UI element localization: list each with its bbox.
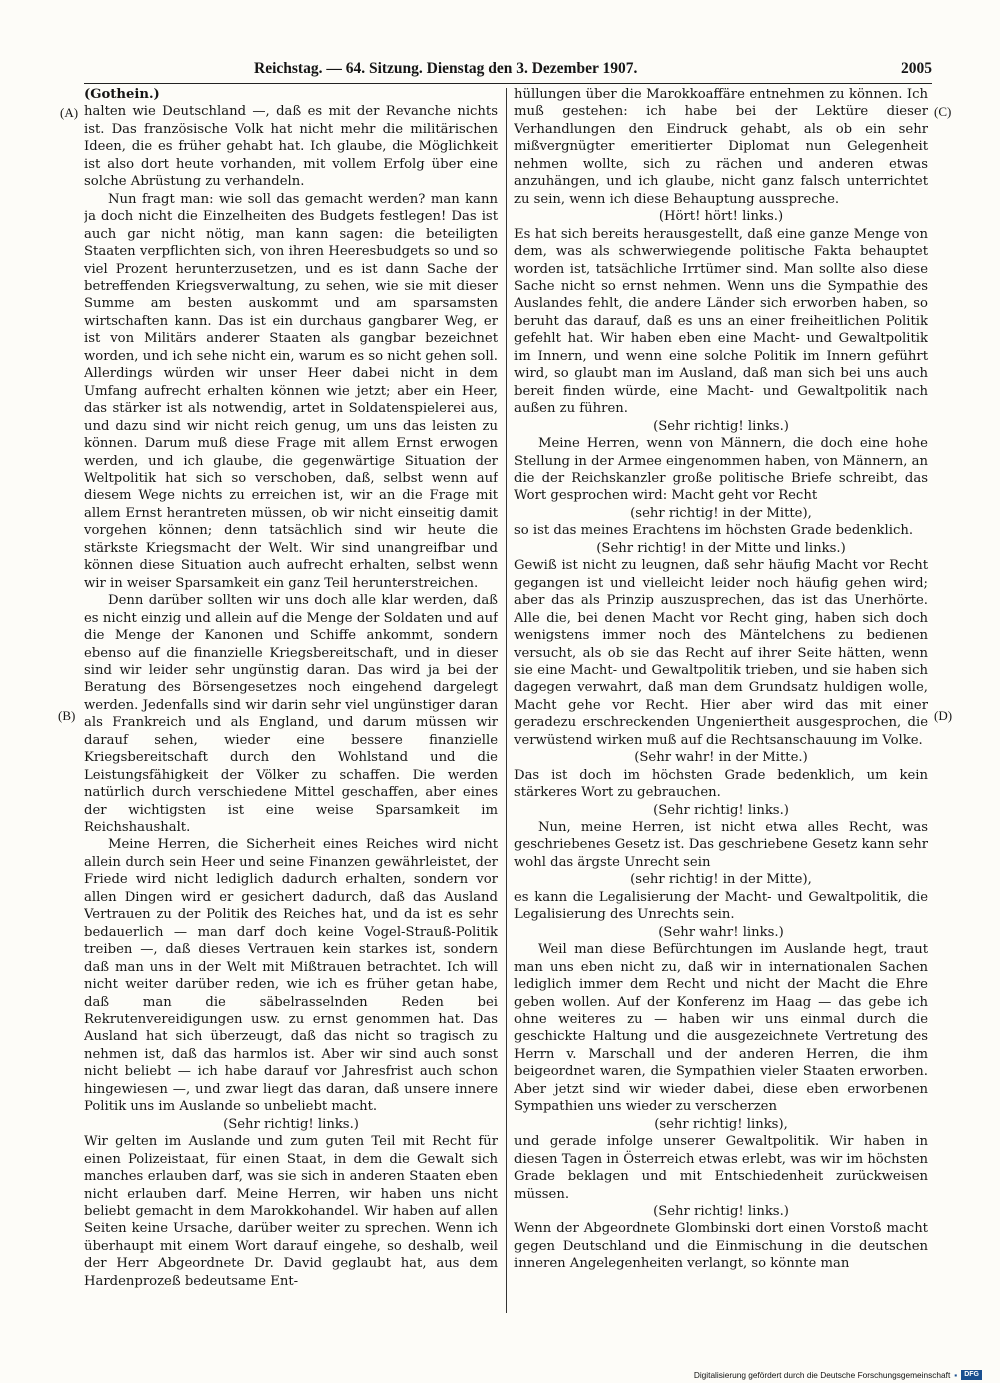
interjection: (Sehr richtig! links.) [653,418,789,434]
footer-text: Digitalisierung gefördert durch die Deutsche Forschungsgemeinschaft [693,1370,951,1380]
interjection: (Sehr richtig! links.) [653,802,789,818]
left-column [84,86,498,1290]
interjection: (Sehr wahr! in der Mitte.) [634,750,808,766]
interjection: (sehr richtig! in der Mitte), [630,505,812,521]
paragraph: halten wie Deutschland —, daß es mit der Revanche nichts ist. Das französische Volk hat nicht mehr die militärischen Ideen, die es früher gehabt hat. Ich glaube, die Möglichkeit ist also dort heute vorhanden, mit vollem Erfolg über eine solche Abrüstung zu verhandeln. [84,104,498,190]
page-number: 2005 [901,60,932,77]
paragraph: Denn darüber sollten wir uns doch alle klar werden, daß es nicht einzig und allein auf die Menge der Soldaten und auf die Menge der Kanonen und Schiffe ankommt, sondern ebenso auf die finanzielle Kriegsbereitschaft, und in dieser sind wir leider sehr ungünstig daran. Das wird ja bei der Beratung des Börsengesetzes noch eingehend dargelegt werden. Jedenfalls sind wir darin sehr viel ungünstiger daran als Frankreich und als England, und darum müssen wir darauf sehen, wieder eine bessere finanzielle Kriegsbereitschaft durch den Wohlstand und die Leistungsfähigkeit der Völker zu schaffen. Die werden natürlich durch verschiedene Mittel geschaffen, aber eines der wichtigsten ist eine weise Sparsamkeit im Reichshaushalt. [84,593,498,836]
right-column [514,86,928,1273]
column-divider [506,88,507,1313]
running-title: Reichstag. — 64. Sitzung. Dienstag den 3. Dezember 1907. [254,60,638,77]
paragraph: Nun, meine Herren, ist nicht etwa alles Recht, was geschriebenes Gesetz ist. Das geschriebene Gesetz kann sehr wohl das ärgste Unrecht sein [514,820,928,870]
paragraph: Wenn der Abgeordnete Glombinski dort einen Vorstoß macht gegen Deutschland und die Einmischung in die deutschen inneren Angelegenheiten verlangt, so könnte man [514,1221,928,1272]
margin-marker-d: (D) [934,708,953,723]
paragraph: Wir gelten im Auslande und zum guten Teil mit Recht für einen Polizeistaat, für einen Staat, in dem die Gewalt sich manches erlauben darf, was sie sich in anderen Staaten eben nicht erlauben darf. Meine Herren, wir haben uns nicht beliebt gemacht in dem Marokkohandel. Wir haben auf allen Seiten keine Ursache, darüber weiter zu sprechen. Wenn ich überhaupt mit einem Wort darauf eingehe, so deshalb, weil der Herr Abgeordnete Dr. David geglaubt hat, aus dem Hardenprozeß bedeutsame Ent- [84,1134,498,1289]
interjection: (Sehr richtig! in der Mitte und links.) [596,540,846,556]
paragraph: Es hat sich bereits herausgestellt, daß eine ganze Menge von dem, was als schwerwiegende politische Fakta behauptet worden ist, tatsächliche Irrtümer sind. Man sollte also diese Sache nicht so ernst nehmen. Wenn uns die Sympathie des Auslandes fehlt, die andere Länder sich erworben haben, so beruht das darauf, daß es uns an einer freiheitlichen Politik gefehlt hat. Wir haben eben eine Macht- und Gewaltpolitik im Innern, und wenn eine solche Politik im Innern geführt wird, so glaubt man im Ausland, daß man sich bei uns auch bereit finden würde, eine Macht- und Gewaltpolitik nach außen zu führen. [514,226,928,417]
paragraph: Weil man diese Befürchtungen im Auslande hegt, traut man uns eben nicht zu, daß wir in internationalen Sachen lediglich immer dem Recht und nicht der Macht die Ehre geben wollen. Auf der Konferenz im Haag — das gebe ich ohne weiteres zu — haben wir uns einmal durch die geschickte Haltung und die ausgezeichnete Vertretung des Herrn v. Marschall und der anderen Herren, die ihm beigeordnet waren, die Sympathien vieler Staaten erworben. Aber jetzt sind wir wieder dabei, diese eben erworbenen Sympathien uns wieder zu verscherzen [514,942,928,1115]
interjection: (Hört! hört! links.) [658,209,784,225]
header-rule [84,83,932,84]
bullet-icon: ▪ [954,1370,958,1380]
margin-marker-b: (B) [58,708,76,723]
speaker-name: (Gothein.) [84,87,160,102]
paragraph: Meine Herren, die Sicherheit eines Reiches wird nicht allein durch sein Heer und seine Finanzen gewährleistet, der Friede wird nicht lediglich dadurch erhalten, sondern vor allen Dingen wird er gesichert dadurch, daß das Ausland Vertrauen zu der Politik des Reiches hat, und da ist es sehr bedauerlich — man darf doch keine Vogel-Strauß-Politik treiben —, daß dieses Vertrauen kein starkes ist, sondern daß man uns in der Welt mit Mißtrauen betrachtet. Ich will nicht weiter darüber reden, wie ich es früher getan habe, daß man die säbelrasselnden Reden bei Rekrutenvereidigungen usw. zu ernst genommen hat. Das Ausland hat sich überzeugt, daß das nicht so tragisch zu nehmen ist, daß das harmlos ist. Aber wir sind auch sonst nicht beliebt — ich habe darauf vor Jahresfrist auch schon hingewiesen —, und zwar liegt das daran, daß unsere innere Politik uns im Auslande so unbeliebt macht. [84,837,498,1115]
margin-marker-c: (C) [934,104,952,119]
interjection: (Sehr wahr! links.) [658,924,784,940]
funding-footer [694,1369,982,1381]
paragraph: es kann die Legalisierung der Macht- und Gewaltpolitik, die Legalisierung des Unrechts sein. [514,889,928,923]
paragraph: hüllungen über die Marokkoaffäre entnehmen zu können. Ich muß gestehen: ich habe bei der Lektüre dieser Verhandlungen den Eindruck gehabt, als ob ein sehr mißvergnügter emeritierter Diplomat nun Gelegenheit nehmen wollte, sich zu rächen und anderen etwas anzuhängen, und ich glaube, nicht ganz falsch unterrichtet zu sein, wenn ich diese Behauptung ausspreche. [514,87,928,207]
running-header [84,60,932,82]
dfg-logo: DFG [961,1370,982,1380]
paragraph: Gewiß ist nicht zu leugnen, daß sehr häufig Macht vor Recht gegangen ist und vielleicht leider noch häufig gehen wird; aber das als Prinzip auszusprechen, das ist das Unerhörte. Alle die, bei denen Macht vor Recht ging, haben sich doch wenigstens immer noch des Mäntelchens zu bedienen versucht, als ob sie das Recht auf ihrer Seite hätten, wenn sie eine Macht- und Gewaltpolitik trieben, und sie haben sich dagegen verwahrt, daß man dem Grundsatz huldigen wolle, Macht gehe vor Recht. Hier aber wird das mit einer geradezu erschreckenden Ungeniertheit ausgesprochen, die verwüstend wirken muß auf die Rechtsanschauung im Volke. [514,558,928,748]
margin-marker-a: (A) [60,105,79,120]
interjection: (sehr richtig! links), [654,1116,788,1132]
interjection: (Sehr richtig! links.) [653,1204,789,1219]
paragraph: und gerade infolge unserer Gewaltpolitik. Wir haben in diesen Tagen in Österreich etwas erlebt, was wir im höchsten Grade beklagen und mit Entschiedenheit zurückweisen müssen. [514,1134,928,1202]
paragraph: Nun fragt man: wie soll das gemacht werden? man kann ja doch nicht die Einzelheiten des Budgets festlegen! Das ist auch gar nicht nötig, man kann sagen: die beteiligten Staaten verpflichten sich, von ihren Heeresbudgets so und so viel Prozent herunterzusetzen, und es ist dann Sache der betreffenden Kriegsverwaltung, zu sehen, wie sie mit dieser Summe am besten auskommt und am sparsamsten wirtschaften kann. Das ist ein durchaus gangbarer Weg, er ist von Militärs anderer Staaten als gangbar bezeichnet worden, und ich sehe nicht ein, warum es so nicht gehen soll. Allerdings würden wir unser Heer dabei nicht in dem Umfang aufrecht erhalten können wie jetzt; aber ein Heer, das stärker ist als notwendig, artet in Soldatenspielerei aus, und dazu sind wir nicht reich genug, um uns das leisten zu können. Darum muß diese Frage mit allem Ernst erwogen werden, und ich glaube, die gegenwärtige Situation der Weltpolitik hat sich so verschoben, daß, selbst wenn auf diesem Wege nichts zu erreichen ist, wir an die Frage mit allem Ernst herantreten müssen, ob wir nicht einseitig damit vorgehen können; denn tatsächlich sind wir heute die stärkste Kriegsmacht der Welt. Wir sind unangreifbar und können diese Situation auch aufrecht erhalten, selbst wenn wir in weiser Sparsamkeit ein ganz Teil herunterstreichen. [84,191,498,591]
interjection: (Sehr richtig! links.) [223,1116,359,1132]
interjection: (sehr richtig! in der Mitte), [630,872,812,888]
paragraph: Meine Herren, wenn von Männern, die doch eine hohe Stellung in der Armee eingenommen haben, von Männern, an die der Reichskanzler große politische Briefe schreibt, das Wort gesprochen wird: Macht geht vor Recht [514,436,928,504]
paragraph: so ist das meines Erachtens im höchsten Grade bedenklich. [514,523,914,539]
paragraph: Das ist doch im höchsten Grade bedenklich, um kein stärkeres Wort zu gebrauchen. [514,767,928,801]
